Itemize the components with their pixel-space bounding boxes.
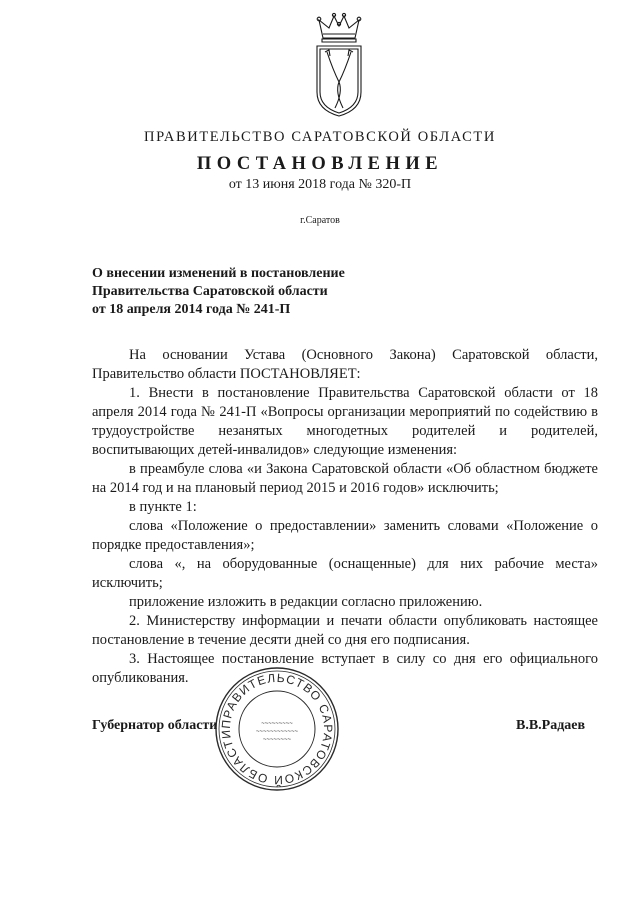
coat-of-arms-emblem [305, 12, 373, 120]
body-paragraph: слова «Положение о предоставлении» заменить словами «Положение о порядке предоставления»; [92, 518, 598, 553]
subject-line: Правительства Саратовской области [92, 284, 328, 299]
official-seal-stamp [213, 665, 341, 793]
body-paragraph: 1. Внести в постановление Правительства Саратовской области от 18 апреля 2014 года № 241-П «Вопросы организации мероприятий по содействию в трудоустройстве незанятых многодетных родителей и родителей, воспитывающих детей-инвалидов» следующие изменения: [92, 385, 598, 458]
svg-text:~~~~~~~~: ~~~~~~~~ [262, 737, 292, 743]
subject-line: от 18 апреля 2014 года № 241-П [92, 302, 291, 317]
signatory-title: Губернатор области [92, 718, 218, 733]
body-paragraph: в преамбуле слова «и Закона Саратовской области «Об областном бюджете на 2014 год и на плановый период 2015 и 2016 годов» исключить; [92, 461, 598, 496]
body-paragraph: приложение изложить в редакции согласно приложению. [129, 594, 483, 610]
subject-line: О внесении изменений в постановление [92, 266, 345, 281]
document-number-date: от 13 июня 2018 года № 320-П [228, 177, 412, 192]
seal-ring-text: ПРАВИТЕЛЬСТВО САРАТОВСКОЙ ОБЛАСТИ [218, 670, 336, 788]
document-type: ПОСТАНОВЛЕНИЕ [196, 154, 444, 174]
svg-text:~~~~~~~~~~~~: ~~~~~~~~~~~~ [255, 729, 299, 735]
document-body [92, 346, 598, 688]
document-subject [92, 265, 345, 319]
body-paragraph: 2. Министерству информации и печати области опубликовать настоящее постановление в течение десяти дней со дня его подписания. [92, 613, 598, 648]
body-paragraph: На основании Устава (Основного Закона) Саратовской области, Правительство области ПОСТАНОВЛЯЕТ: [92, 347, 598, 382]
body-paragraph: слова «, на оборудованные (оснащенные) для них рабочие места» исключить; [92, 556, 598, 591]
body-paragraph: в пункте 1: [129, 499, 197, 515]
government-name: ПРАВИТЕЛЬСТВО САРАТОВСКОЙ ОБЛАСТИ [144, 129, 496, 145]
city-label: г.Саратов [300, 215, 340, 226]
signatory-name: В.В.Радаев [516, 718, 586, 733]
body-paragraph: 3. Настоящее постановление вступает в силу со дня его официального опубликования. [92, 651, 598, 686]
svg-text:~~~~~~~~~: ~~~~~~~~~ [261, 721, 293, 727]
